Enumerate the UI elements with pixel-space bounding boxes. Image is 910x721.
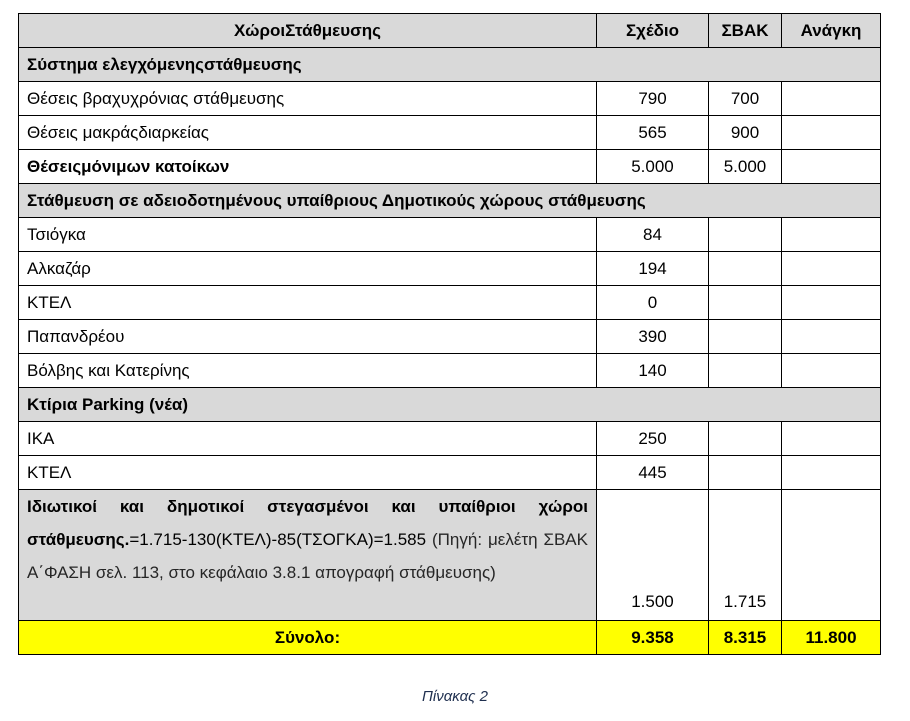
svak-value (709, 286, 782, 320)
parking-table (18, 13, 881, 655)
row-label: Θέσειςμόνιμων κατοίκων (19, 150, 597, 184)
header-svak: ΣΒΑΚ (709, 14, 782, 48)
need-value (782, 252, 881, 286)
section-row (19, 48, 881, 82)
section-title: Σύστημα ελεγχόμενηςστάθμευσης (19, 48, 881, 82)
section-title: Κτίρια Parking (νέα) (19, 388, 881, 422)
section-row (19, 388, 881, 422)
svak-value (709, 218, 782, 252)
row-label: Παπανδρέου (19, 320, 597, 354)
row-label: ΚΤΕΛ (19, 456, 597, 490)
need-value (782, 218, 881, 252)
plan-value: 565 (597, 116, 709, 150)
svak-value: 1.715 (709, 490, 782, 621)
table-row (19, 218, 881, 252)
section-title: Στάθμευση σε αδειοδοτημένους υπαίθριους Δημοτικούς χώρους στάθμευσης (19, 184, 881, 218)
plan-value: 5.000 (597, 150, 709, 184)
plan-value: 445 (597, 456, 709, 490)
row-label: ΙΚΑ (19, 422, 597, 456)
table-row (19, 354, 881, 388)
row-label: ΚΤΕΛ (19, 286, 597, 320)
total-label: Σύνολο: (19, 621, 597, 655)
plan-value: 140 (597, 354, 709, 388)
svak-value: 900 (709, 116, 782, 150)
header-plan: Σχέδιο (597, 14, 709, 48)
table-row (19, 320, 881, 354)
plan-value: 194 (597, 252, 709, 286)
svak-value (709, 252, 782, 286)
svak-value (709, 354, 782, 388)
private-parking-description (19, 490, 597, 621)
header-parking-spaces: ΧώροιΣτάθμευσης (19, 14, 597, 48)
svak-value (709, 320, 782, 354)
need-value (782, 490, 881, 621)
need-value (782, 422, 881, 456)
row-label: Αλκαζάρ (19, 252, 597, 286)
need-value (782, 456, 881, 490)
need-value (782, 82, 881, 116)
table-row (19, 456, 881, 490)
need-value (782, 354, 881, 388)
plan-value: 250 (597, 422, 709, 456)
row-label: Θέσεις βραχυχρόνιας στάθμευσης (19, 82, 597, 116)
private-parking-row (19, 490, 881, 621)
table-row (19, 286, 881, 320)
need-value (782, 150, 881, 184)
plan-value: 390 (597, 320, 709, 354)
total-plan: 9.358 (597, 621, 709, 655)
table-row (19, 82, 881, 116)
row-label: Θέσεις μακράςδιαρκείας (19, 116, 597, 150)
table-row (19, 150, 881, 184)
svak-value (709, 422, 782, 456)
svak-value (709, 456, 782, 490)
total-svak: 8.315 (709, 621, 782, 655)
table-row (19, 422, 881, 456)
section-row (19, 184, 881, 218)
private-parking-title: Ιδιωτικοί και δημοτικοί στεγασμένοι και υπαίθριοι χώροι στάθμευσης. (27, 497, 588, 549)
plan-value: 0 (597, 286, 709, 320)
table-caption: Πίνακας 2 (422, 688, 488, 705)
row-label: Βόλβης και Κατερίνης (19, 354, 597, 388)
need-value (782, 116, 881, 150)
private-parking-source: (Πηγή: μελέτη ΣΒΑΚ Α΄ΦΑΣΗ σελ. 113, στο κεφάλαιο 3.8.1 απογραφή στάθμευσης) (27, 530, 588, 582)
header-row (19, 14, 881, 48)
plan-value: 1.500 (597, 490, 709, 621)
table-row (19, 252, 881, 286)
svak-value: 700 (709, 82, 782, 116)
need-value (782, 286, 881, 320)
plan-value: 84 (597, 218, 709, 252)
plan-value: 790 (597, 82, 709, 116)
need-value (782, 320, 881, 354)
total-row (19, 621, 881, 655)
row-label: Τσιόγκα (19, 218, 597, 252)
total-need: 11.800 (782, 621, 881, 655)
private-parking-calc: =1.715-130(ΚΤΕΛ)-85(ΤΣΟΓΚΑ)=1.585 (129, 530, 427, 549)
table-row (19, 116, 881, 150)
svak-value: 5.000 (709, 150, 782, 184)
header-need: Ανάγκη (782, 14, 881, 48)
